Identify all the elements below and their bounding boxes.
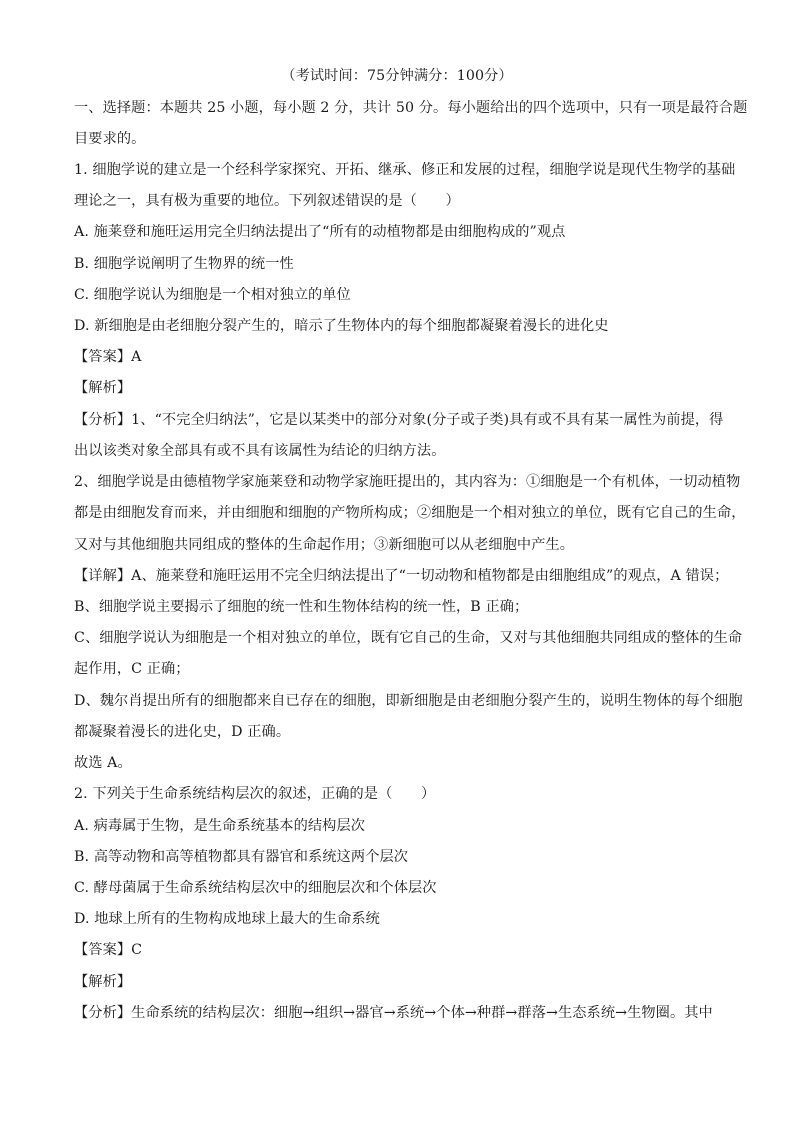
q1-fenxi-line-3: 2、细胞学说是由德植物学家施莱登和动物学家施旺提出的，其内容为：①细胞是一个有机体，一切动植物 xyxy=(74,474,741,490)
q1-analysis-label: 【解析】 xyxy=(74,380,132,396)
q2-option-c: C. 酵母菌属于生命系统结构层次中的细胞层次和个体层次 xyxy=(74,880,437,896)
q2-stem: 2. 下列关于生命系统结构层次的叙述，正确的是（ ） xyxy=(74,786,436,802)
q2-option-d: D. 地球上所有的生物构成地球上最大的生命系统 xyxy=(74,911,380,927)
section-heading-line-1: 一、选择题：本题共 25 小题，每小题 2 分，共计 50 分。每小题给出的四个选项中，只有一项是最符合题 xyxy=(74,100,748,116)
q2-answer: 【答案】C xyxy=(74,942,143,958)
q1-xiangjie-line-5: D、魏尔肖提出所有的细胞都来自已存在的细胞，即新细胞是由老细胞分裂产生的，说明生物体的每个细胞 xyxy=(74,693,743,709)
q2-option-b: B. 高等动物和高等植物都具有器官和系统这两个层次 xyxy=(74,849,409,865)
q1-xiangjie-line-6: 都凝聚着漫长的进化史，D 正确。 xyxy=(74,724,291,740)
q1-xiangjie-line-3: C、细胞学说认为细胞是一个相对独立的单位，既有它自己的生命，又对与其他细胞共同组成的整体的生命 xyxy=(74,630,743,646)
q1-fenxi-line-5: 又对与其他细胞共同组成的整体的生命起作用；③新细胞可以从老细胞中产生。 xyxy=(74,537,575,553)
q2-option-a: A. 病毒属于生物，是生命系统基本的结构层次 xyxy=(74,818,366,834)
section-heading-line-2: 目要求的。 xyxy=(74,131,146,147)
q1-fenxi-line-1: 【分析】1、“不完全归纳法”，它是以某类中的部分对象(分子或子类)具有或不具有某一属性为前提，得 xyxy=(74,412,724,428)
q2-analysis-label: 【解析】 xyxy=(74,974,132,990)
q1-option-b: B. 细胞学说阐明了生物界的统一性 xyxy=(74,256,294,272)
q1-conclusion: 故选 A。 xyxy=(74,755,132,771)
q1-answer: 【答案】A xyxy=(74,349,142,365)
q1-xiangjie-line-2: B、细胞学说主要揭示了细胞的统一性和生物体结构的统一性，B 正确； xyxy=(74,599,529,615)
q1-option-c: C. 细胞学说认为细胞是一个相对独立的单位 xyxy=(74,287,351,303)
exam-info: （考试时间：75分钟满分：100分） xyxy=(281,68,513,84)
q1-xiangjie-line-1: 【详解】A、施莱登和施旺运用不完全归纳法提出了“一切动物和植物都是由细胞组成”的观点，A 错误； xyxy=(74,568,729,584)
q1-fenxi-line-4: 都是由细胞发育而来，并由细胞和细胞的产物所构成；②细胞是一个相对独立的单位，既有它自己的生命， xyxy=(74,505,746,521)
q1-option-a: A. 施莱登和施旺运用完全归纳法提出了“所有的动植物都是由细胞构成的”观点 xyxy=(74,224,566,240)
q1-stem-line-2: 理论之一，具有极为重要的地位。下列叙述错误的是（ ） xyxy=(74,193,460,209)
q1-xiangjie-line-4: 起作用，C 正确； xyxy=(74,661,190,677)
q1-fenxi-line-2: 出以该类对象全部具有或不具有该属性为结论的归纳方法。 xyxy=(74,443,446,459)
q2-fenxi-line-1: 【分析】生命系统的结构层次：细胞→组织→器官→系统→个体→种群→群落→生态系统→生物圈。其中 xyxy=(74,1005,713,1021)
q1-stem-line-1: 1. 细胞学说的建立是一个经科学家探究、开拓、继承、修正和发展的过程，细胞学说是现代生物学的基础 xyxy=(74,162,736,178)
q1-option-d: D. 新细胞是由老细胞分裂产生的，暗示了生物体内的每个细胞都凝聚着漫长的进化史 xyxy=(74,318,609,334)
